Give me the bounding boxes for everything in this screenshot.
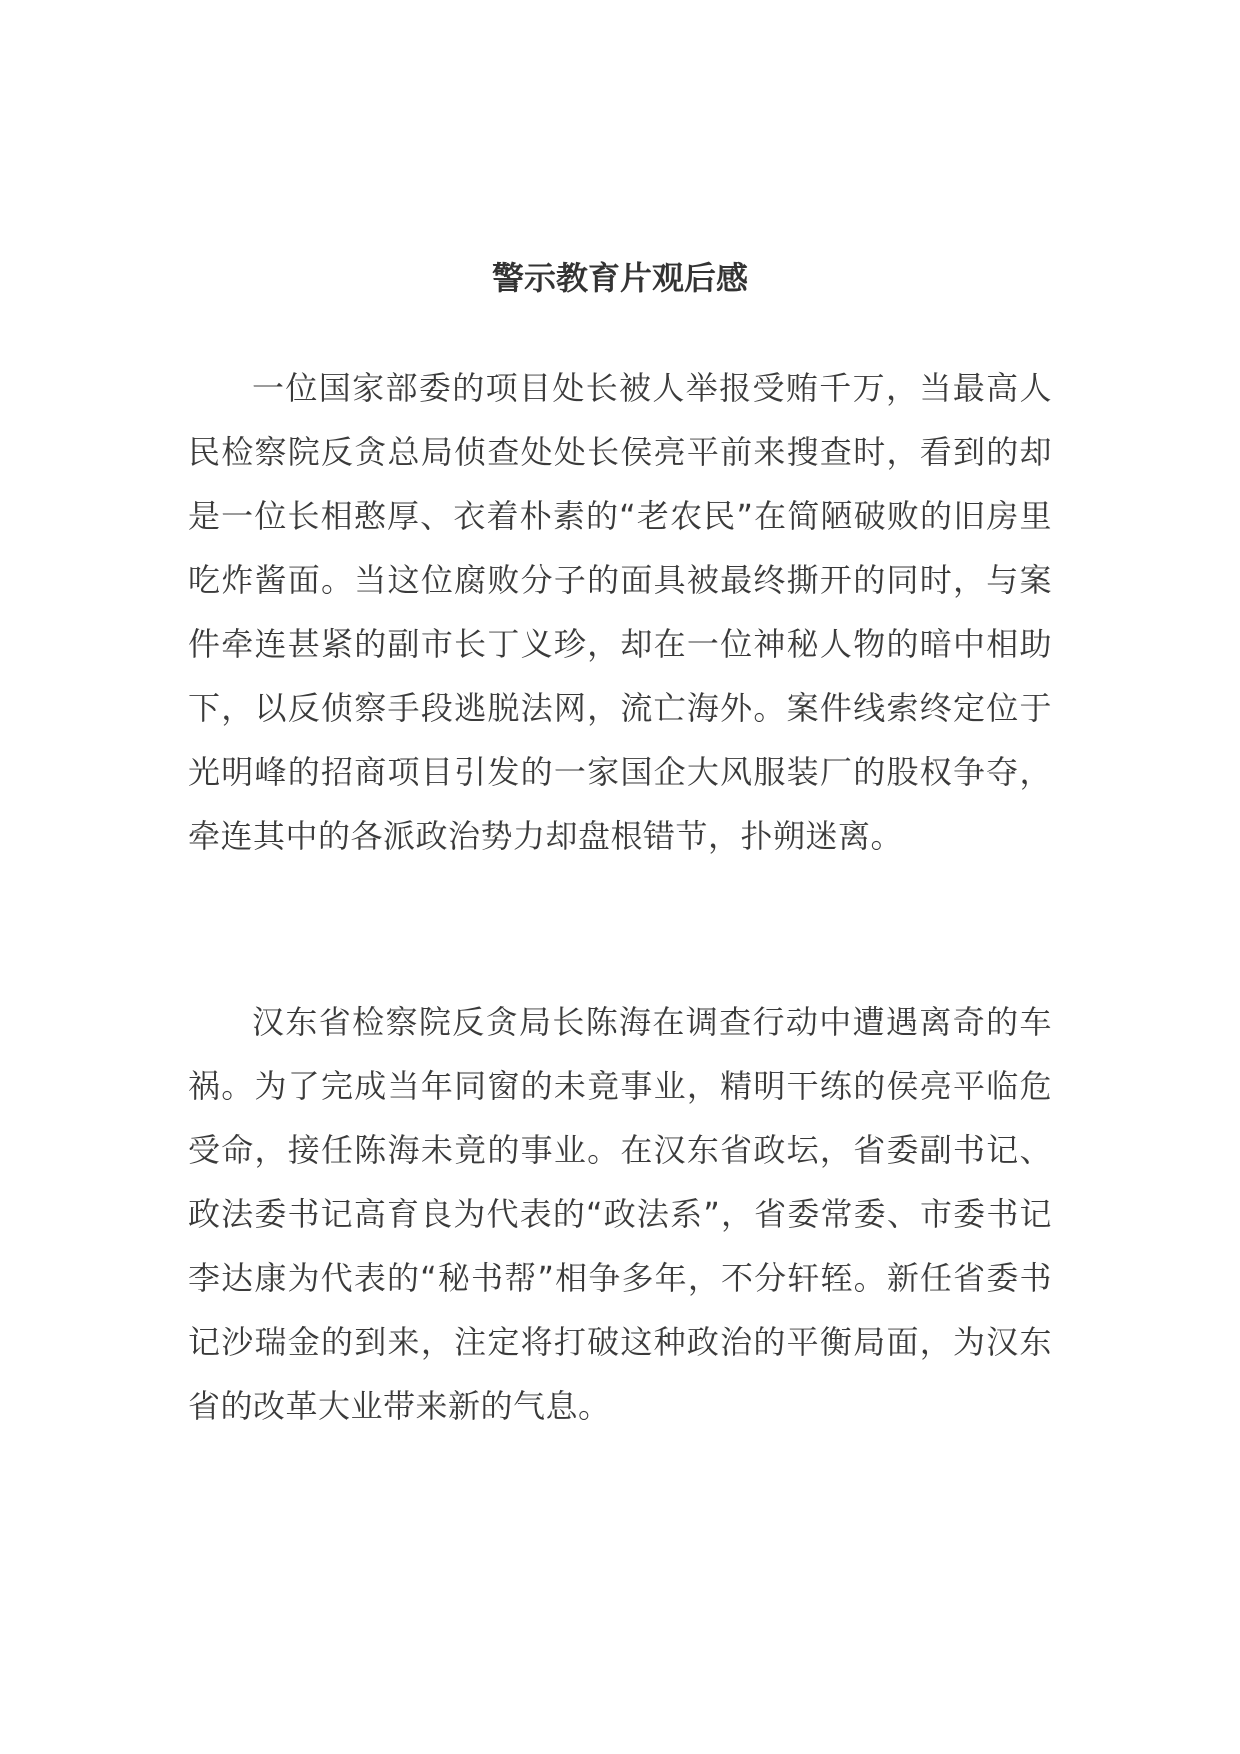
- document-title: 警示教育片观后感: [491, 259, 748, 297]
- paragraph-2: 汉东省检察院反贪局长陈海在调查行动中遭遇离奇的车祸。为了完成当年同窗的未竟事业，精明干练的侯亮平临危受命，接任陈海未竟的事业。在汉东省政坛，省委副书记、政法委书记高育良为代表的“政法系”，省委常委、市委书记李达康为代表的“秘书帮”相争多年，不分轩轾。新任省委书记沙瑞金的到来，注定将打破这种政治的平衡局面，为汉东省的改革大业带来新的气息。: [188, 1003, 1052, 1425]
- paragraph-1: 一位国家部委的项目处长被人举报受贿千万，当最高人民检察院反贪总局侦查处处长侯亮平前来搜查时，看到的却是一位长相憨厚、衣着朴素的“老农民”在简陋破败的旧房里吃炸酱面。当这位腐败分子的面具被最终撕开的同时，与案件牵连甚紧的副市长丁义珍，却在一位神秘人物的暗中相助下，以反侦察手段逃脱法网，流亡海外。案件线索终定位于光明峰的招商项目引发的一家国企大风服装厂的股权争夺，牵连其中的各派政治势力却盘根错节，扑朔迷离。: [188, 369, 1052, 855]
